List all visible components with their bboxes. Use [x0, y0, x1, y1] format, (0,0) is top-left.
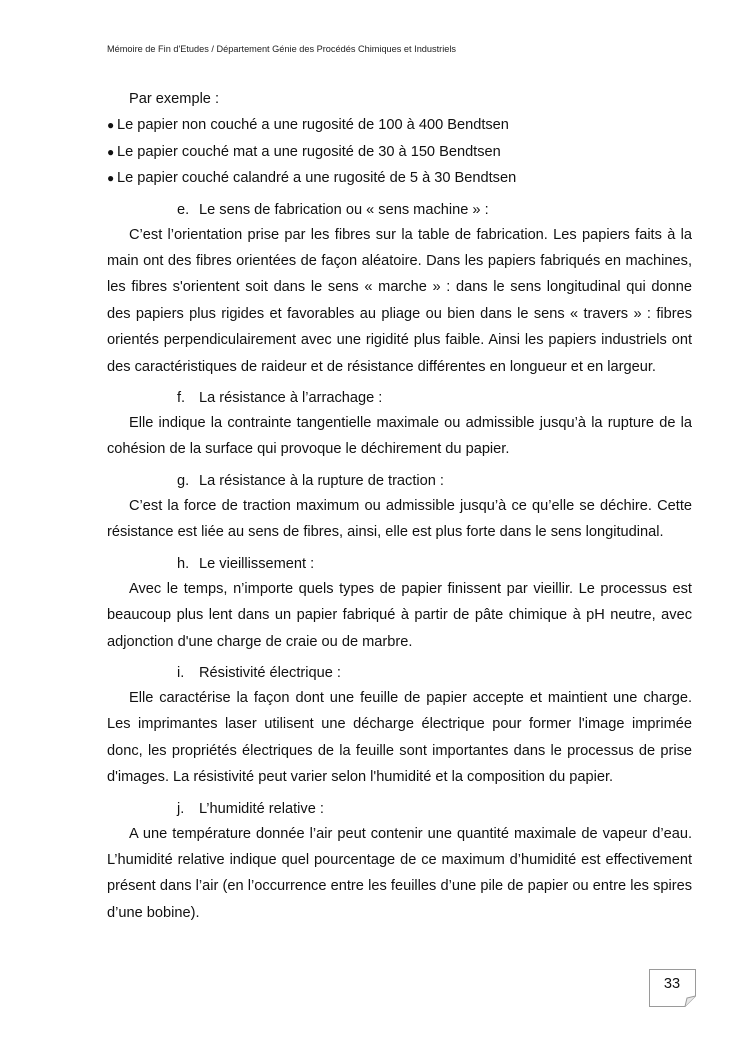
bullet-list [107, 112, 692, 191]
bullet-icon: ● [107, 118, 115, 133]
list-item: ● Le papier couché calandré a une rugosité de 5 à 30 Bendtsen [107, 165, 692, 191]
list-item: ● Le papier non couché a une rugosité de 100 à 400 Bendtsen [107, 112, 692, 138]
section-body-e: C’est l’orientation prise par les fibres sur la table de fabrication. Les papiers faits à la main ont des fibres orientées de façon aléatoire. Dans les papiers fabriqués en machines, les fibres s'orientent soit dans le sens « marche » : dans le sens longitudinal qui donne des papiers plus rigides et favorables au pliage ou bien dans le sens « travers » : fibres orientés perpendiculairement avec une rigidité plus faible. Ainsi les papiers industriels ont des caractéristiques de raideur et de résistance différentes en longueur et en largeur. [107, 226, 692, 375]
section-heading-h: h. Le vieillissement : [177, 555, 315, 572]
section-heading-j: j. L’humidité relative : [177, 800, 324, 817]
running-header: Mémoire de Fin d'Etudes / Département Génie des Procédés Chimiques et Industriels [107, 44, 457, 54]
intro-text: Par exemple : [129, 91, 220, 107]
list-item: ● Le papier couché mat a une rugosité de 30 à 150 Bendtsen [107, 139, 692, 165]
page-body [107, 86, 692, 926]
section-body-i: Elle caractérise la façon dont une feuille de papier accepte et maintient une charge. Les imprimantes laser utilisent une décharge électrique pour former l'image imprimée donc, les propriétés électriques de la feuille sont importantes dans le processus de prise d'images. La résistivité peut varier selon l'humidité et la composition du papier. [107, 689, 692, 786]
section-heading-e: e. Le sens de fabrication ou « sens machine » : [177, 201, 489, 218]
page-number: 33 [663, 976, 681, 992]
section-body-j: A une température donnée l’air peut contenir une quantité maximale de vapeur d’eau. L’humidité relative indique quel pourcentage de ce maximum d’humidité est effectivement présent dans l’air (en l’occurrence entre les feuilles d’une pile de papier ou entre les spires d’une bobine). [107, 825, 692, 921]
bullet-icon: ● [107, 171, 115, 186]
bullet-icon: ● [107, 144, 115, 159]
section-heading-f: f. La résistance à l’arrachage : [177, 390, 383, 407]
section-body-g: C’est la force de traction maximum ou admissible jusqu’à ce qu’elle se déchire. Cette résistance est liée au sens de fibres, ainsi, elle est plus forte dans le sens longitudinal. [107, 497, 692, 541]
page-number-box [649, 969, 697, 1007]
section-body-f: Elle indique la contrainte tangentielle maximale ou admissible jusqu’à la rupture de la cohésion de la surface qui provoque le déchirement du papier. [107, 415, 692, 458]
section-body-h: Avec le temps, n’importe quels types de papier finissent par vieillir. Le processus est beaucoup plus lent dans un papier fabriqué à partir de pâte chimique à pH neutre, avec adjonction d'une charge de craie ou de marbre. [107, 580, 692, 650]
section-heading-g: g. La résistance à la rupture de traction : [177, 472, 444, 489]
section-heading-i: i. Résistivité électrique : [177, 664, 341, 681]
